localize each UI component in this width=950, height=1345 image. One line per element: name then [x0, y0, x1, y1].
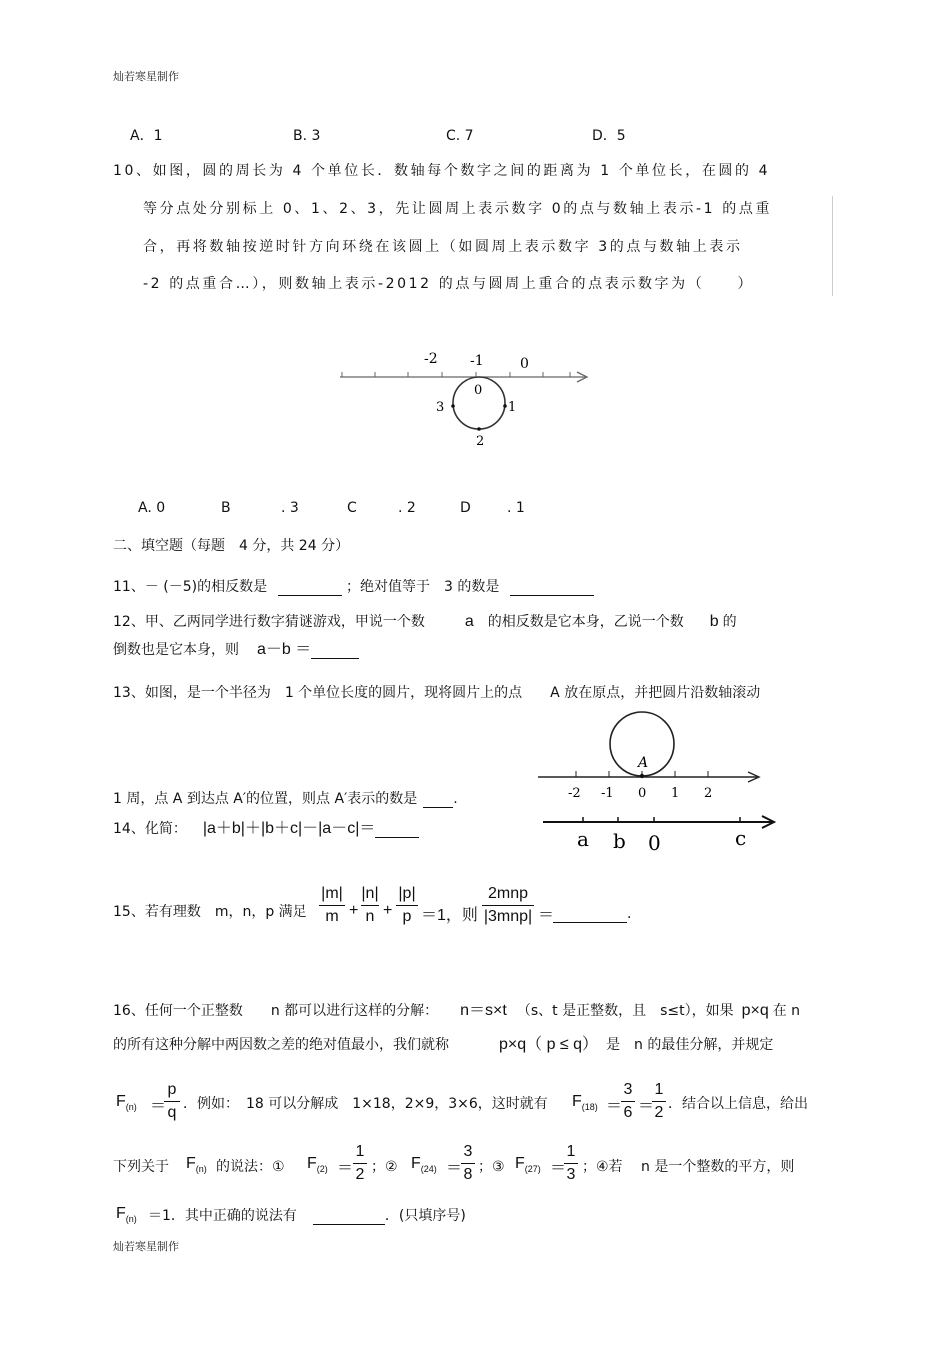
q16-Fn: $F_{(n)}$ — [186, 1155, 207, 1174]
q10-line4: -2 的点重合…），则数轴上表示-2012 的点与圆周上重合的点表示数字为（ ） — [143, 276, 755, 292]
q14-expression: |a＋b|＋|b＋c|－|a－c|＝ — [202, 820, 376, 837]
q11-blank-1[interactable] — [278, 581, 342, 596]
q16-line1-text-a: 16、任何一个正整数 n 都可以进行这样的分解： — [113, 1003, 439, 1019]
q16-F18: $F_{(18)}$ — [572, 1093, 598, 1112]
q12-line1 — [113, 613, 737, 631]
circle-label-right: 1 — [508, 400, 517, 415]
q13-line1: 13、如图，是一个半径为 1 个单位长度的圆片，现将圆片上的点 A 放在原点，并把圆片沿数轴滚动 — [113, 685, 761, 701]
q16-line1-pq: p×q — [741, 1002, 769, 1019]
circle-label-left: 3 — [436, 400, 445, 415]
q14-question — [113, 820, 419, 838]
q15-answer: . — [553, 903, 631, 923]
q15-fraction-m: |m| m — [319, 884, 345, 927]
q16-F2: $F_{(2)}$ — [307, 1155, 328, 1174]
header-watermark: 灿若寒星制作 — [113, 70, 179, 83]
tick-label-neg2: -2 — [568, 786, 581, 801]
q16-line5 — [148, 1207, 466, 1225]
q13-line2-text: 1 周，点 A 到达点 A′的位置，则点 A′表示的数是 — [113, 791, 418, 807]
numberline-label-c: c — [735, 826, 747, 850]
tick-label-neg1: -1 — [601, 786, 614, 801]
section-title: 二、填空题（每题 4 分，共 24 分） — [113, 538, 350, 554]
q13-rolling-circle-figure — [535, 706, 770, 806]
q16-F24: $F_{(24)}$ — [411, 1155, 437, 1174]
q10-circle-numberline-figure — [330, 345, 600, 455]
q16-line2-text-b: 是 n 的最佳分解，并规定 — [606, 1037, 774, 1053]
q16-def-F: $F_{(n)}$ — [116, 1093, 137, 1112]
q10-option-d: D — [460, 500, 471, 516]
q16-line2 — [113, 1036, 773, 1054]
q16-F27: $F_{(27)}$ — [515, 1155, 541, 1174]
q16-line1-text-b: （s、t 是正整数，且 s≤t），如果 — [516, 1003, 734, 1019]
q10-line3: 合，再将数轴按逆时针方向环绕在该圆上（如圆周上表示数字 3的点与数轴上表示 — [143, 239, 743, 255]
q11-blank-2[interactable] — [510, 581, 594, 596]
q15-blank[interactable] — [553, 908, 627, 923]
q10-option-c: C — [347, 500, 357, 516]
q15-eq2: ＝ — [538, 907, 555, 924]
q16-def-fraction: p q — [164, 1080, 180, 1123]
axis-label-neg1: -1 — [470, 353, 484, 369]
axis-label-0: 0 — [520, 356, 529, 372]
q16-Fn-result: $F_{(n)}$ — [116, 1205, 137, 1224]
tick-label-1: 1 — [671, 786, 680, 801]
q12-blank[interactable] — [311, 644, 359, 659]
q16-line4-text-a: 下列关于 — [113, 1159, 169, 1175]
q12-var-b: b — [709, 613, 719, 630]
q13-line2: 1 周，点 A 到达点 A′的位置，则点 A′表示的数是 . — [113, 791, 458, 807]
q11-question — [113, 578, 594, 596]
q12-expression: a－b ＝ — [257, 641, 312, 658]
q10-option-d-value: . 1 — [507, 500, 525, 516]
q16-f18-simplified: 1 2 — [652, 1080, 666, 1123]
q10-line1: 10、如图，圆的周长为 4 个单位长．数轴每个数字之间的距离为 1 个单位长，在圆的 4 — [113, 163, 771, 179]
q10-line2: 等分点处分别标上 0、1、2、3，先让圆周上表示数字 0的点与数轴上表示-1 的点重 — [143, 201, 773, 217]
q16-line1-expr: n＝s×t — [460, 1002, 507, 1019]
q16-line1-text-c: 在 n — [772, 1003, 801, 1019]
q10-option-a: A. 0 — [138, 500, 166, 516]
q16-f2-fraction: 1 2 — [353, 1142, 367, 1185]
q9-option-c: C. 7 — [446, 128, 474, 144]
q15-eq1: ＝1，则 — [421, 907, 478, 924]
q16-f27-fraction: 1 3 — [564, 1142, 578, 1185]
q16-line3-text-a: ．例如： 18 可以分解成 1×18，2×9，3×6，这时就有 — [183, 1096, 548, 1112]
q16-line1 — [113, 1002, 800, 1020]
q14-numberline-figure — [540, 810, 780, 858]
q12-line2 — [113, 641, 359, 659]
q13-blank[interactable] — [423, 793, 453, 808]
tick-label-2: 2 — [704, 786, 713, 801]
q16-f18-fraction: 3 6 — [621, 1080, 635, 1123]
q16-f24-fraction: 3 8 — [461, 1142, 475, 1185]
q10-option-b: B — [221, 500, 231, 516]
axis-label-neg2: -2 — [424, 351, 438, 367]
q16-line4-text-c: ；④若 n 是一个整数的平方，则 — [582, 1159, 795, 1175]
q16-item2-prefix: ；② — [371, 1159, 398, 1175]
circle-label-bottom: 2 — [476, 434, 485, 449]
q16-line5-text-a: ＝1．其中正确的说法有 — [148, 1208, 297, 1224]
q16-line4-text-b: 的说法：① — [216, 1159, 285, 1175]
q15-label: 15、若有理数 m，n，p 满足 — [113, 904, 307, 920]
numberline-label-a: a — [577, 827, 589, 851]
point-a-label: A — [638, 755, 649, 771]
q9-option-a: A．1 — [130, 128, 163, 144]
q10-option-b-value: . 3 — [281, 500, 299, 516]
text-frame-edge — [832, 196, 833, 296]
numberline-label-b: b — [613, 829, 626, 853]
q12-line1-text-a: 12、甲、乙两同学进行数字猜谜游戏，甲说一个数 — [113, 614, 425, 630]
q12-line2-text: 倒数也是它本身，则 — [113, 642, 239, 658]
q12-line1-text-c: 的 — [722, 614, 737, 630]
tick-label-0: 0 — [638, 786, 647, 801]
footer-watermark: 灿若寒星制作 — [113, 1240, 179, 1253]
q12-line1-text-b: 的相反数是它本身，乙说一个数 — [487, 614, 684, 630]
q16-blank[interactable] — [313, 1210, 385, 1225]
q9-option-d: D．5 — [592, 128, 626, 144]
q16-line5-text-b: ．(只填序号) — [384, 1208, 466, 1224]
q9-option-b: B. 3 — [293, 128, 321, 144]
q16-line2-pq: p×q（ p ≤ q） — [499, 1036, 599, 1053]
q10-option-c-value: . 2 — [398, 500, 416, 516]
q16-line2-text-a: 的所有这种分解中两因数之差的绝对值最小，我们就称 — [113, 1037, 449, 1053]
q11-mid: ；绝对值等于 3 的数是 — [346, 579, 500, 595]
q16-line3-text-b: ．结合以上信息，给出 — [668, 1096, 808, 1112]
q15-fraction-n: |n| n — [361, 885, 379, 925]
q15-fraction-target: 2mnp |3mnp| — [483, 885, 533, 925]
q14-label: 14、化简： — [113, 821, 187, 837]
q14-blank[interactable] — [375, 823, 419, 838]
q16-item3-prefix: ；③ — [478, 1159, 505, 1175]
q11-text: 11、－ (－5)的相反数是 — [113, 579, 268, 595]
numberline-label-0: 0 — [648, 831, 661, 855]
q12-var-a: a — [464, 613, 474, 630]
q15-fraction-p: |p| p — [396, 884, 418, 927]
circle-label-top: 0 — [474, 383, 483, 398]
